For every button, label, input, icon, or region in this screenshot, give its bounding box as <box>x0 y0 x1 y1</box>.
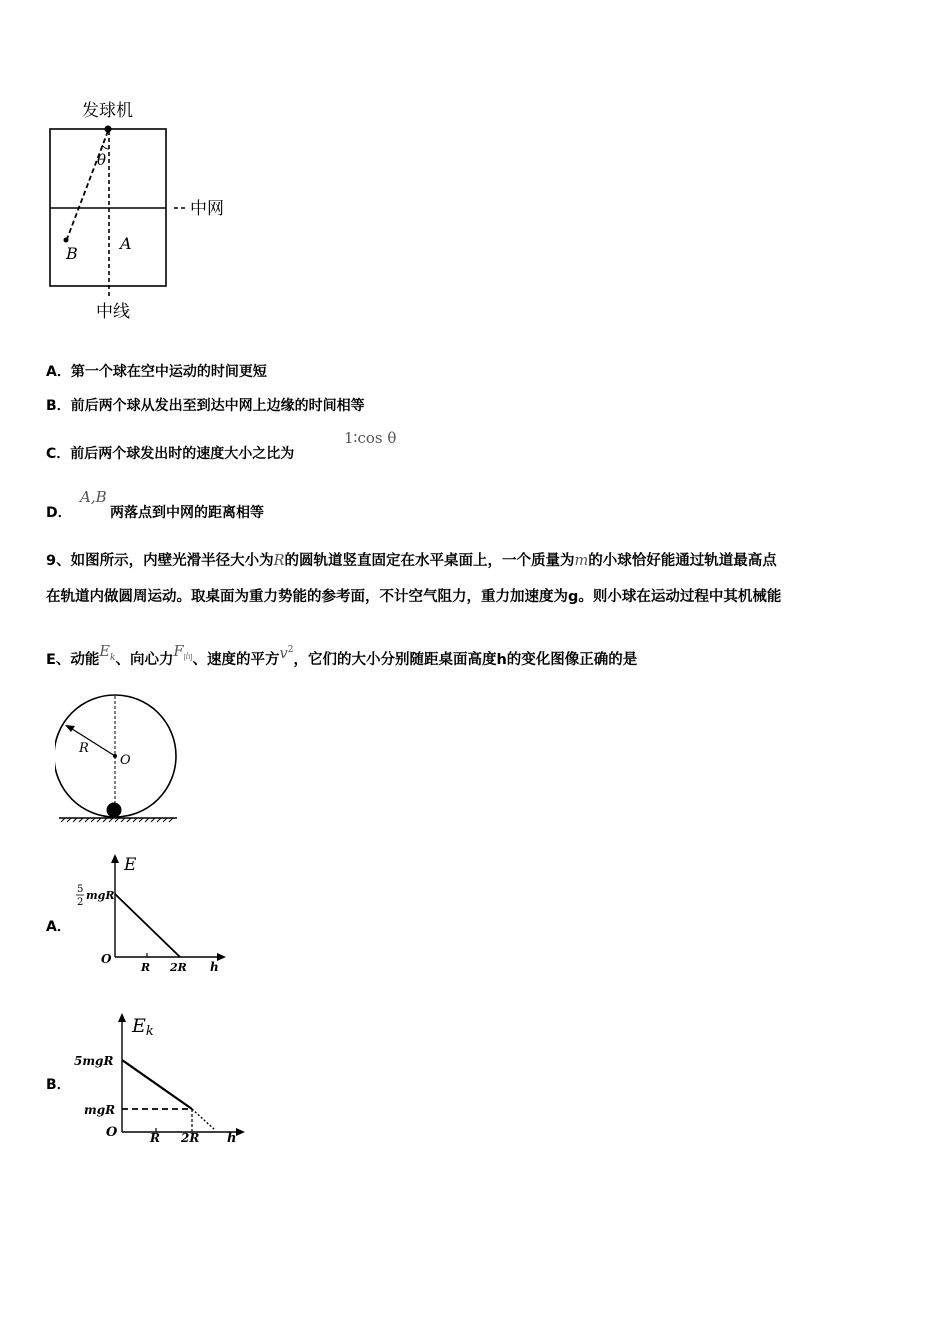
point-a-label: A <box>120 234 132 253</box>
frac-den: 2 <box>77 897 84 908</box>
q9-text: 9、如图所示，内壁光滑半径大小为 <box>46 553 274 569</box>
graph-a-option-letter: A． <box>46 919 71 935</box>
x-axis-label: h <box>210 960 219 974</box>
q9-text: ，它们的大小分别随距桌面高度h的变化图像正确的是 <box>293 652 638 668</box>
q9-text: 、速度的平方 <box>192 652 280 668</box>
option-letter: C． <box>46 446 71 462</box>
q9-line-1 <box>46 549 777 570</box>
radius-label: R <box>79 741 89 756</box>
ek-sub: k <box>110 652 116 663</box>
option-d-text: 两落点到中网的距离相等 <box>110 505 264 521</box>
y-label-sub: k <box>145 1024 154 1039</box>
data-line <box>122 1060 192 1109</box>
q9-var-r: R <box>273 553 285 569</box>
y-label-main: E <box>132 1015 146 1037</box>
center-dot <box>113 754 117 758</box>
q9-var-f <box>173 644 193 663</box>
radius-arrow <box>69 727 115 756</box>
x-tick-label: 2R <box>181 1131 200 1145</box>
dotted-extension <box>192 1109 215 1130</box>
ball-machine-dot <box>105 126 112 133</box>
x-axis-arrow <box>236 1128 245 1136</box>
center-label: O <box>120 753 131 768</box>
point-b-label: B <box>66 244 78 263</box>
track-figure <box>55 694 185 826</box>
option-b <box>46 395 365 415</box>
y-tick-label: mgR <box>84 1103 116 1117</box>
frac-num: 5 <box>77 884 84 895</box>
x-axis-label: h <box>227 1131 237 1146</box>
f-sub: 向 <box>183 652 193 663</box>
option-d-letter: D． <box>46 505 72 521</box>
q9-text: 的小球恰好能通过轨道最高点 <box>588 553 777 569</box>
option-text: 第一个球在空中运动的时间更短 <box>70 364 267 380</box>
q9-var-v <box>280 646 294 662</box>
ball-machine-label: 发球机 <box>82 101 133 121</box>
q9-text: 、向心力 <box>115 652 174 668</box>
graph-b-option-letter: B． <box>46 1077 71 1093</box>
option-a <box>46 361 267 381</box>
y-axis-arrow <box>118 1013 126 1022</box>
option-letter: A． <box>46 364 71 380</box>
option-text: 前后两个球从发出至到达中网上边缘的时间相等 <box>70 398 365 414</box>
ek-main: E <box>99 644 110 660</box>
y-tick-label: mgR <box>86 889 115 902</box>
centerline-label: 中线 <box>96 302 130 322</box>
graph-b <box>70 1008 250 1148</box>
x-tick-label: 2R <box>170 961 187 974</box>
q9-var-m: m <box>574 553 589 569</box>
q9-line-3 <box>46 644 638 671</box>
graph-a <box>70 850 230 980</box>
option-c <box>46 443 294 463</box>
origin-label: O <box>106 1125 118 1140</box>
v-main: v <box>279 646 288 662</box>
y-axis-arrow <box>111 854 119 863</box>
angle-arc <box>102 145 109 149</box>
q9-var-ek <box>99 644 116 663</box>
trajectory-b <box>67 131 108 239</box>
court-figure <box>40 95 260 330</box>
q9-text: E、动能 <box>46 652 100 668</box>
option-text: 前后两个球发出时的速度大小之比为 <box>70 446 295 462</box>
x-tick-label: R <box>141 961 151 974</box>
net-label: 中网 <box>190 199 224 219</box>
option-letter: B． <box>46 398 71 414</box>
q9-text: 的圆轨道竖直固定在水平桌面上，一个质量为 <box>284 553 575 569</box>
q9-line-2: 在轨道内做圆周运动。取桌面为重力势能的参考面，不计空气阻力，重力加速度为g。则小球在运动过程中其机械能 <box>46 589 782 605</box>
v-sup: 2 <box>287 645 294 656</box>
option-c-math: 1∶cos θ <box>344 429 397 447</box>
f-main: F <box>173 644 184 660</box>
y-axis-label <box>131 1015 154 1039</box>
y-tick-label: 5mgR <box>74 1054 114 1068</box>
option-d-math: A,B <box>80 488 107 506</box>
data-line <box>115 894 180 957</box>
theta-label: θ <box>97 151 107 169</box>
origin-label: O <box>101 952 112 966</box>
arrow-head <box>65 725 75 732</box>
ball <box>107 803 122 818</box>
x-tick-label: R <box>150 1131 160 1145</box>
point-b-dot <box>64 238 69 243</box>
y-axis-label: E <box>124 855 137 875</box>
